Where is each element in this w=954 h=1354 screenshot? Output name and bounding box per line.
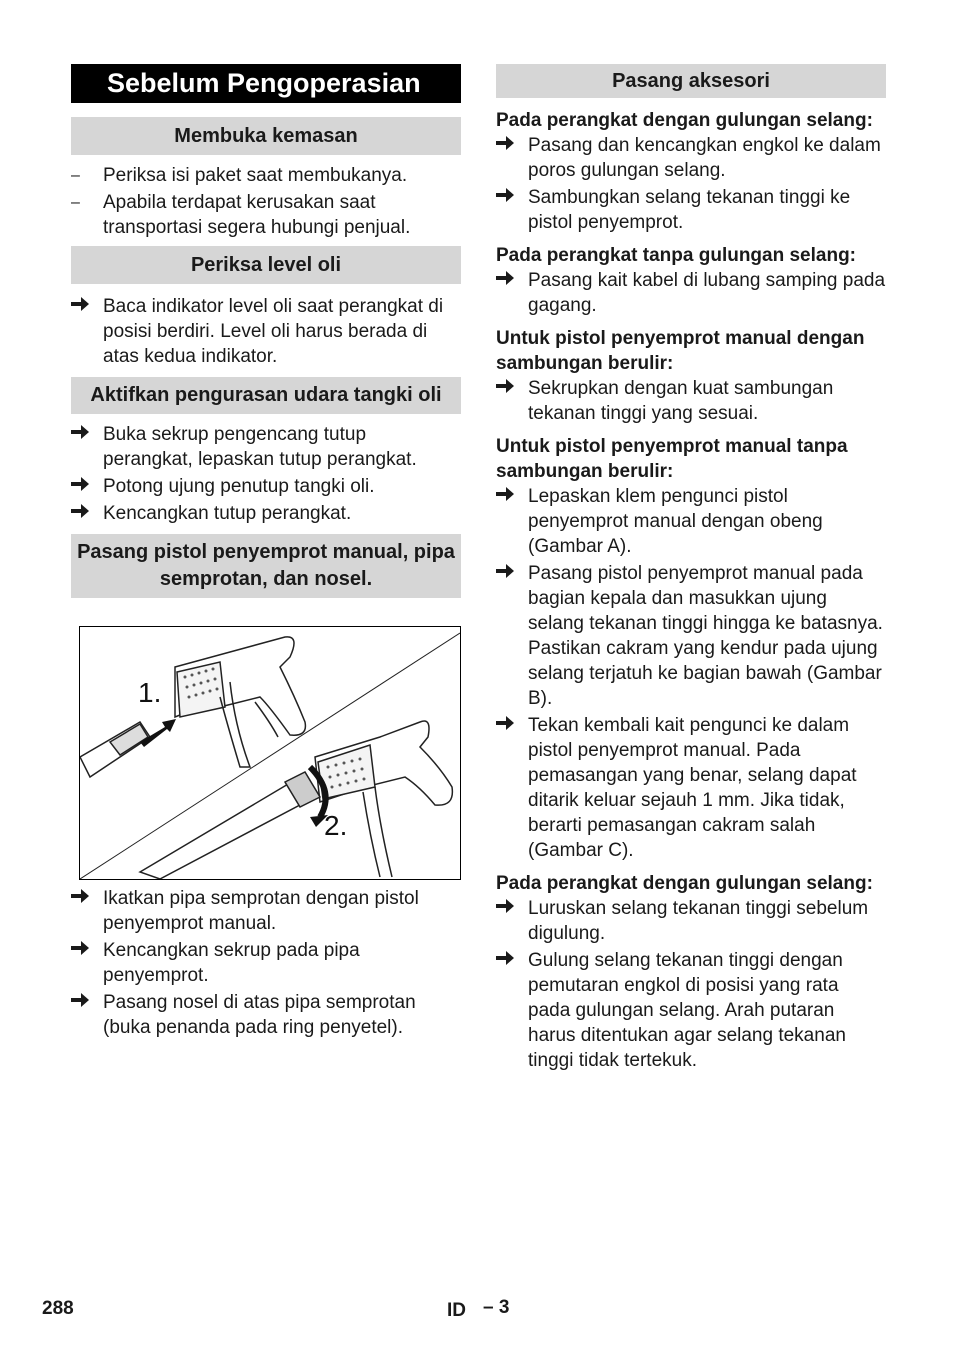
assembly-illustration: [79, 626, 461, 880]
block-dengan-sambungan-berulir: [496, 326, 886, 426]
list-item: Lepaskan klem pengunci pistol penyemprot manual dengan obeng (Gambar A).: [496, 484, 886, 559]
arrow-right-icon: [496, 376, 520, 401]
list-item: Potong ujung penutup tangki oli.: [71, 474, 461, 499]
list-item: Pasang nosel di atas pipa semprotan (buka penanda pada ring penyetel).: [71, 990, 461, 1040]
subheading: Untuk pistol penyemprot manual tanpa sambungan berulir:: [496, 436, 848, 482]
language-code: ID: [447, 1300, 466, 1321]
arrow-right-icon: [496, 484, 520, 509]
right-column: [496, 64, 886, 1075]
section-heading-membuka-kemasan: Membuka kemasan: [71, 117, 461, 155]
block-tanpa-sambungan-berulir: [496, 434, 886, 863]
list-item: – Periksa isi paket saat membukanya.: [71, 165, 408, 186]
list-item: Buka sekrup pengencang tutup perangkat, lepaskan tutup perangkat.: [71, 422, 461, 472]
left-column: [71, 64, 461, 1042]
arrow-right-icon: [496, 185, 520, 210]
section-heading-pasang-aksesori: Pasang aksesori: [496, 64, 886, 98]
sub-page-number: – 3: [483, 1297, 510, 1318]
list-item: Gulung selang tekanan tinggi dengan pemutaran engkol di posisi yang rata pada gulungan selang. Arah putaran harus ditentukan agar selang tekanan tinggi tidak tertekuk.: [496, 948, 886, 1073]
list-item: Pasang kait kabel di lubang samping pada gagang.: [496, 268, 886, 318]
dash-icon: –: [71, 167, 80, 184]
section-heading-pasang-pistol: Pasang pistol penyemprot manual, pipa semprotan, dan nosel.: [71, 534, 461, 598]
page-number: 288: [42, 1298, 74, 1319]
list-item: Sekrupkan dengan kuat sambungan tekanan tinggi yang sesuai.: [496, 376, 886, 426]
list-item: Baca indikator level oli saat perangkat di posisi berdiri. Level oli harus berada di atas kedua indikator.: [71, 294, 461, 369]
subheading: Pada perangkat dengan gulungan selang:: [496, 110, 873, 131]
arrow-right-icon: [496, 896, 520, 921]
subheading: Untuk pistol penyemprot manual dengan sambungan berulir:: [496, 328, 865, 374]
step-label-2: 2.: [324, 810, 348, 841]
list-item: Kencangkan tutup perangkat.: [71, 501, 461, 526]
list-pasang-pistol: [71, 886, 461, 1040]
arrow-right-icon: [496, 561, 520, 586]
arrow-right-icon: [496, 268, 520, 293]
list-item: – Apabila terdapat kerusakan saat transportasi segera hubungi penjual.: [71, 192, 411, 238]
list-item: Pasang dan kencangkan engkol ke dalam poros gulungan selang.: [496, 133, 886, 183]
block-gulung-selang: [496, 871, 886, 1073]
arrow-right-icon: [496, 133, 520, 158]
list-item: Ikatkan pipa semprotan dengan pistol penyemprot manual.: [71, 886, 461, 936]
arrow-right-icon: [71, 886, 95, 911]
arrow-right-icon: [71, 294, 95, 319]
arrow-right-icon: [71, 422, 95, 447]
step-label-1: 1.: [138, 677, 162, 708]
list-item: Kencangkan sekrup pada pipa penyemprot.: [71, 938, 461, 988]
arrow-right-icon: [496, 948, 520, 973]
arrow-right-icon: [71, 938, 95, 963]
list-membuka-kemasan: [71, 163, 461, 240]
section-heading-periksa-level-oli: Periksa level oli: [71, 246, 461, 284]
subheading: Pada perangkat dengan gulungan selang:: [496, 873, 873, 894]
list-item: Sambungkan selang tekanan tinggi ke pistol penyemprot.: [496, 185, 886, 235]
arrow-right-icon: [71, 990, 95, 1015]
page-title: Sebelum Pengoperasian: [71, 64, 461, 103]
list-periksa-level-oli: [71, 294, 461, 369]
block-dengan-gulungan: [496, 108, 886, 235]
subheading: Pada perangkat tanpa gulungan selang:: [496, 245, 857, 266]
list-item: Luruskan selang tekanan tinggi sebelum digulung.: [496, 896, 886, 946]
list-item: Pasang pistol penyemprot manual pada bagian kepala dan masukkan ujung selang tekanan tinggi hingga ke batasnya. Pastikan cakram yang kendur pada ujung selang terjatuh ke bagian bawah (Gambar B).: [496, 561, 886, 711]
section-heading-aktifkan-pengurasan: Aktifkan pengurasan udara tangki oli: [71, 377, 461, 414]
list-item: Tekan kembali kait pengunci ke dalam pistol penyemprot manual. Pada pemasangan yang benar, selang dapat ditarik keluar sejauh 1 mm. Jika tidak, berarti pemasangan cakram salah (Gambar C).: [496, 713, 886, 863]
block-tanpa-gulungan: [496, 243, 886, 318]
list-aktifkan-pengurasan: [71, 422, 461, 526]
arrow-right-icon: [71, 474, 95, 499]
dash-icon: –: [71, 194, 80, 211]
arrow-right-icon: [496, 713, 520, 738]
arrow-right-icon: [71, 501, 95, 526]
